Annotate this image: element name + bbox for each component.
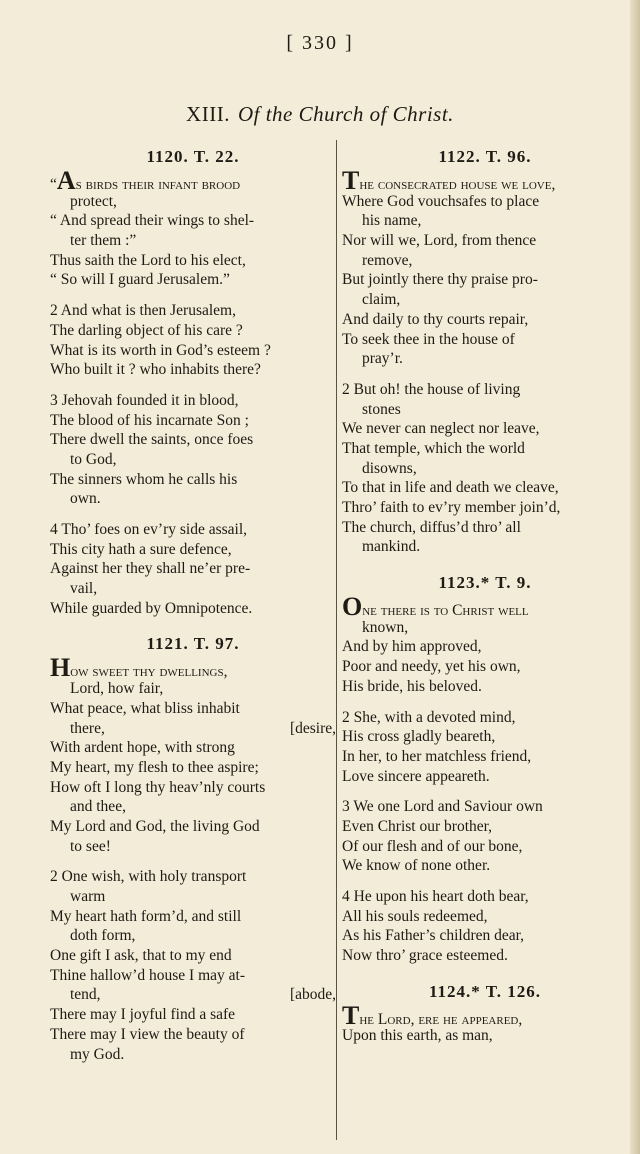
verse-line: claim, (362, 291, 401, 309)
hymn-header-1121: 1121. T. 97. (146, 634, 240, 654)
hymn-header-1124: 1124.* T. 126. (428, 981, 542, 1001)
verse-line: vail, (70, 580, 98, 598)
verse-line: In her, to her matchless friend, (342, 747, 532, 765)
hymn-1121-verse-2 (50, 867, 336, 1064)
page-number: [ 330 ] (286, 32, 354, 54)
verse-line: “ So will I guard Jerusalem.” (50, 271, 230, 289)
verse-line: Thro’ faith to ev’ry member join’d, (342, 499, 561, 516)
hymn-1124-verse-1 (342, 1000, 628, 1046)
hymn-1123-verse-4 (342, 887, 628, 966)
verse-line: The darling object of his care ? (50, 321, 243, 339)
verse-line: his name, (362, 212, 422, 230)
page-gutter (630, 0, 640, 1154)
verse-line: My heart, my flesh to thee aspire; (50, 758, 259, 776)
verse-line: protect, (70, 192, 117, 210)
verse-line: How sweet thy dwellings, (50, 653, 228, 683)
verse-line: Even Christ our brother, (342, 817, 493, 835)
verse-line: pray’r. (362, 350, 403, 368)
drop-cap: T (342, 1000, 360, 1030)
hymn-1120 (50, 166, 336, 618)
hymn-header-1122: 1122. T. 96. (438, 147, 532, 166)
hymn-header-1123: 1123.* T. 9. (438, 573, 532, 593)
verse-line: Upon this earth, as man, (342, 1027, 493, 1045)
hymn-1123 (342, 592, 628, 966)
verse-line: Who built it ? who inhabits there? (50, 361, 261, 379)
verse-line: There may I view the beauty of (50, 1025, 245, 1043)
verse-line: To that in life and death we cleave, (342, 479, 559, 497)
section-name: Of the Church of Christ. (237, 102, 454, 126)
verse-line: Now thro’ grace esteemed. (342, 947, 508, 965)
verse-line: remove, (362, 251, 413, 269)
verse-line: 4 He upon his heart doth bear, (342, 888, 529, 905)
left-column (50, 142, 336, 1064)
verse-line: What peace, what bliss inhabit (50, 699, 240, 717)
verse-line: One gift I ask, that to my end (50, 947, 232, 965)
verse-line: With ardent hope, with strong (50, 739, 235, 757)
hymn-1123-verse-2 (342, 708, 628, 787)
verse-line: ter them :” (70, 232, 137, 250)
verse-line: 3 We one Lord and Saviour own (342, 798, 543, 816)
verse-line: The Lord, ere he appeared, (342, 1000, 523, 1030)
verse-line: to see! (70, 837, 111, 855)
verse-line: warm (70, 888, 106, 905)
verse-line: We know of none other. (342, 857, 491, 875)
verse-line: Love sincere appeareth. (342, 767, 490, 785)
verse-line: stones (362, 400, 401, 418)
verse-line: His cross gladly beareth, (342, 728, 496, 746)
verse-line: The sinners whom he calls his (50, 470, 238, 488)
verse-line: But jointly there thy praise pro- (342, 271, 538, 289)
verse-line: 3 Jehovah founded it in blood, (50, 391, 239, 409)
verse-line: doth form, (70, 927, 136, 945)
verse-line: Nor will we, Lord, from thence (342, 232, 537, 250)
verse-line: And by him approved, (342, 638, 482, 656)
verse-line: and thee, (70, 798, 126, 816)
verse-line: The church, diffus’d thro’ all (342, 518, 521, 536)
verse-line: Thine hallow’d house I may at- (50, 966, 245, 984)
verse-line: There dwell the saints, once foes (50, 431, 254, 449)
hymn-1122-verse-2 (342, 380, 628, 557)
verse-line: 4 Tho’ foes on ev’ry side assail, (50, 521, 248, 538)
hymn-1123-verse-3 (342, 797, 628, 876)
verse-line: And daily to thy courts repair, (342, 310, 529, 328)
section-title (0, 102, 640, 127)
verse-line: That temple, which the world (342, 439, 525, 457)
hymn-1123-verse-1 (342, 592, 628, 696)
hymn-1121 (50, 653, 336, 1064)
hymn-1122-verse-1 (342, 166, 628, 369)
right-column (342, 142, 628, 1046)
drop-cap: O (342, 592, 363, 622)
hymn-1121-verse-1 (50, 653, 336, 856)
drop-cap: T (342, 166, 360, 195)
hymn-1120-verse-3 (50, 391, 336, 509)
hymn-1120-verse-1 (50, 166, 336, 290)
verse-line: Of our flesh and of our bone, (342, 837, 523, 855)
verse-line: Against her they shall ne’er pre- (50, 560, 251, 578)
verse-line: Poor and needy, yet his own, (342, 658, 521, 676)
hymn-header-1120: 1120. T. 22. (146, 147, 240, 166)
drop-cap: A (56, 166, 76, 195)
verse-line: “As birds their infant brood (50, 166, 241, 195)
verse-line: known, (362, 618, 409, 636)
verse-line: my God. (70, 1045, 125, 1063)
hymn-1124 (342, 1000, 628, 1046)
verse-line: We never can neglect nor leave, (342, 420, 540, 438)
verse-line: Thus saith the Lord to his elect, (50, 251, 246, 269)
verse-line: One there is to Christ well (342, 592, 529, 622)
verse-line: There may I joyful find a safe (50, 1006, 236, 1024)
verse-line: How oft I long thy heav’nly courts (50, 778, 266, 796)
verse-line: “ And spread their wings to shel- (50, 212, 255, 230)
hymn-1122 (342, 166, 628, 557)
verse-line: As his Father’s children dear, (342, 927, 525, 945)
hymn-1120-verse-4 (50, 520, 336, 618)
verse-line: This city hath a sure defence, (50, 540, 232, 558)
verse-line: disowns, (362, 459, 417, 477)
section-number: XIII. (186, 102, 230, 126)
verse-line: Lord, how fair, (70, 680, 164, 698)
verse-line: tend, [abode, (70, 986, 336, 1004)
verse-line: 2 She, with a devoted mind, (342, 708, 516, 726)
verse-line: 2 One wish, with holy transport (50, 868, 247, 886)
verse-line: to God, (70, 450, 117, 468)
verse-line: His bride, his beloved. (342, 677, 482, 695)
verse-line: The blood of his incarnate Son ; (50, 411, 249, 429)
drop-cap: H (50, 653, 71, 683)
verse-line: My heart hath form’d, and still (50, 907, 242, 925)
verse-line: own. (70, 490, 101, 508)
verse-line: All his souls redeemed, (342, 907, 488, 925)
verse-line: there, [desire, (70, 719, 336, 737)
verse-line: To seek thee in the house of (342, 330, 515, 348)
verse-line: 2 And what is then Jerusalem, (50, 302, 236, 320)
verse-line: The consecrated house we love, (342, 166, 556, 195)
verse-line: What is its worth in God’s esteem ? (50, 341, 271, 359)
hymn-1120-verse-2 (50, 301, 336, 380)
column-divider (336, 140, 337, 1140)
verse-line: 2 But oh! the house of living (342, 380, 521, 398)
verse-line: mankind. (362, 538, 421, 556)
verse-line: Where God vouchsafes to place (342, 192, 540, 210)
verse-line: While guarded by Omnipotence. (50, 599, 253, 617)
verse-line: My Lord and God, the living God (50, 817, 260, 835)
